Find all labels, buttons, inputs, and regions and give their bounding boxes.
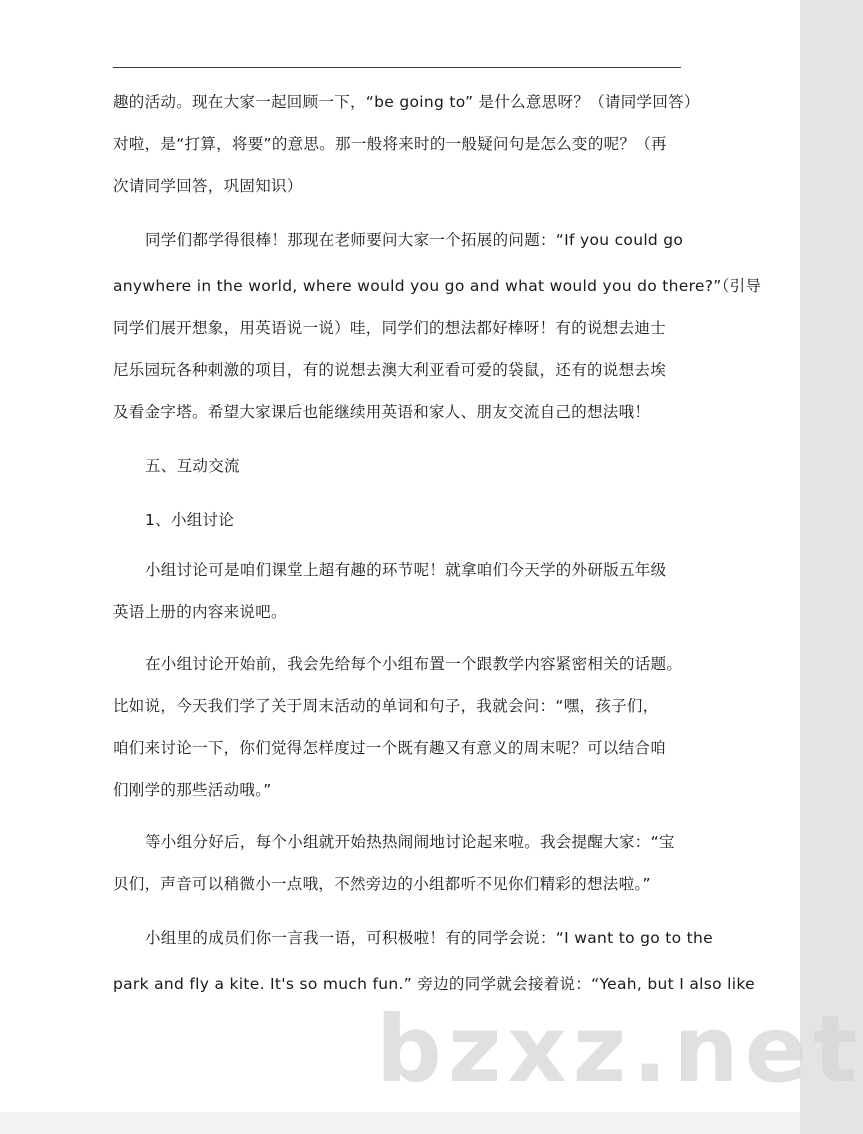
text-line: park and fly a kite. It's so much fun.” 旁边的同学就会接着说：“Yeah, but I also like bbox=[113, 975, 755, 993]
text-line: 贝们，声音可以稍微小一点哦，不然旁边的小组都听不见你们精彩的想法啦。” bbox=[113, 875, 651, 893]
text-line: 在小组讨论开始前，我会先给每个小组布置一个跟教学内容紧密相关的话题。 bbox=[145, 655, 683, 673]
page-bottom-band bbox=[0, 1112, 800, 1134]
text-line: 次请同学回答，巩固知识） bbox=[113, 177, 303, 195]
text-line: 比如说，今天我们学了关于周末活动的单词和句子，我就会问：“嘿，孩子们， bbox=[113, 697, 659, 715]
text-line: 同学们展开想象，用英语说一说）哇，同学们的想法都好棒呀！有的说想去迪士 bbox=[113, 319, 667, 337]
text-line: 对啦，是“打算，将要”的意思。那一般将来时的一般疑问句是怎么变的呢？（再 bbox=[113, 135, 667, 153]
text-line: 同学们都学得很棒！那现在老师要问大家一个拓展的问题：“If you could go bbox=[145, 231, 684, 249]
watermark: bzxz.net bbox=[376, 996, 863, 1103]
text-line: anywhere in the world, where would you go and what would you do there?”（引导 bbox=[113, 277, 762, 295]
text-line: 咱们来讨论一下，你们觉得怎样度过一个既有趣又有意义的周末呢？可以结合咱 bbox=[113, 739, 667, 757]
text-line: 小组讨论可是咱们课堂上超有趣的环节呢！就拿咱们今天学的外研版五年级 bbox=[145, 561, 667, 579]
text-line: 尼乐园玩各种刺激的项目，有的说想去澳大利亚看可爱的袋鼠，还有的说想去埃 bbox=[113, 361, 667, 379]
text-line: 们刚学的那些活动哦。” bbox=[113, 781, 272, 799]
text-line: 英语上册的内容来说吧。 bbox=[113, 603, 287, 621]
section-heading: 五、互动交流 bbox=[145, 457, 240, 475]
text-line: 及看金字塔。希望大家课后也能继续用英语和家人、朋友交流自己的想法哦！ bbox=[113, 403, 651, 421]
text-line: 等小组分好后，每个小组就开始热热闹闹地讨论起来啦。我会提醒大家：“宝 bbox=[145, 833, 675, 851]
header-rule bbox=[113, 67, 681, 68]
text-line: 趣的活动。现在大家一起回顾一下，“be going to” 是什么意思呀？（请同学回答） bbox=[113, 93, 700, 111]
subsection-heading: 1、小组讨论 bbox=[145, 511, 235, 529]
text-line: 小组里的成员们你一言我一语，可积极啦！有的同学会说：“I want to go to the bbox=[145, 929, 713, 947]
